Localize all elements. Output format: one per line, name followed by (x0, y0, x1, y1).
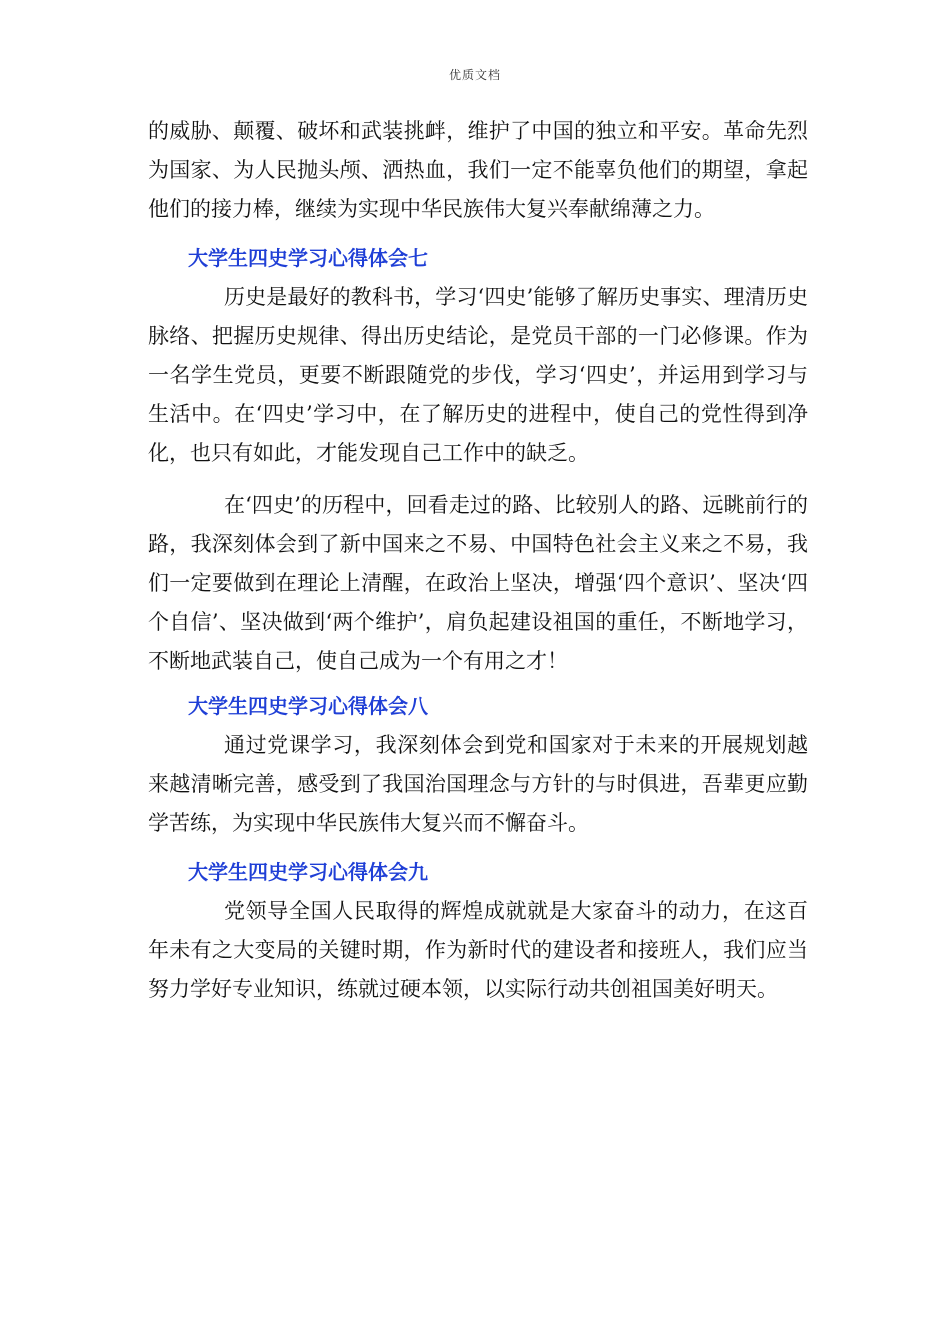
page-header-label: 优质文档 (448, 68, 501, 82)
section-eight-paragraph: 通过党课学习，我深刻体会到党和国家对于未来的开展规划越来越清晰完善，感受到了我国治国理念与方针的与时俱进，吾辈更应勤学苦练，为实现中华民族伟大复兴而不懈奋斗。 (148, 733, 808, 835)
intro-paragraph: 的威胁、颠覆、破坏和武装挑衅，维护了中国的独立和平安。革命先烈为国家、为人民抛头颅、洒热血，我们一定不能辜负他们的期望，拿起他们的接力棒，继续为实现中华民族伟大复兴奉献绵薄之力。 (148, 119, 808, 221)
section-nine-paragraph: 党领导全国人民取得的辉煌成就就是大家奋斗的动力，在这百年未有之大变局的关键时期，作为新时代的建设者和接班人，我们应当努力学好专业知识，练就过硬本领，以实际行动共创祖国美好明天。 (148, 899, 808, 1001)
section-seven-paragraph-2: 在‘四史’的历程中，回看走过的路、比较别人的路、远眺前行的路，我深刻体会到了新中国来之不易、中国特色社会主义来之不易，我们一定要做到在理论上清醒，在政治上坚决，增强‘四个意识’、坚决‘四个自信’、坚决做到‘两个维护’，肩负起建设祖国的重任，不断地学习，不断地武装自己，使自己成为一个有用之才！ (148, 493, 808, 673)
section-heading-eight: 大学生四史学习心得体会八 (188, 694, 428, 718)
section-heading-nine: 大学生四史学习心得体会九 (188, 860, 428, 884)
section-seven-paragraph-1: 历史是最好的教科书，学习‘四史’能够了解历史事实、理清历史脉络、把握历史规律、得出历史结论，是党员干部的一门必修课。作为一名学生党员，更要不断跟随党的步伐，学习‘四史’，并运用到学习与生活中。在‘四史’学习中，在了解历史的进程中，使自己的党性得到净化，也只有如此，才能发现自己工作中的缺乏。 (148, 285, 808, 465)
section-heading-seven: 大学生四史学习心得体会七 (188, 246, 428, 270)
document-body (148, 112, 808, 1009)
